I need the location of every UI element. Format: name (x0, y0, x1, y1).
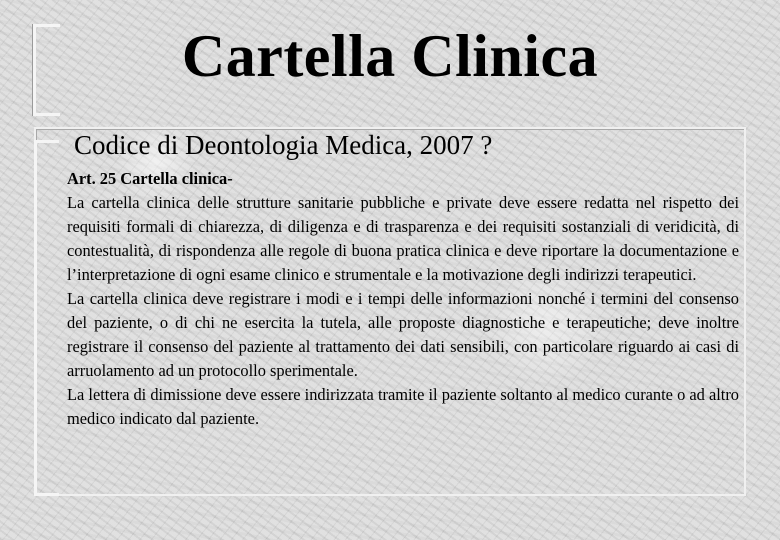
slide-subtitle: Codice di Deontologia Medica, 2007 ? (74, 130, 493, 160)
article-heading: Art. 25 Cartella clinica- (67, 169, 233, 188)
article-paragraph: La cartella clinica delle strutture sanitarie pubbliche e private deve essere redatta nel rispetto dei requisiti formali di chiarezza, di diligenza e di trasparenza e dei requisiti sostanziali di veridicità, di contestualità, di rispondenza alle regole di buona pratica clinica e deve riportare la documentazione e l’interpretazione di ogni esame clinico e strumentale e la motivazione degli indirizzi terapeutici. (67, 193, 739, 284)
article-paragraph: La lettera di dimissione deve essere indirizzata tramite il paziente soltanto al medico curante o ad altro medico indicato dal paziente. (67, 385, 739, 428)
panel-bracket-decoration (34, 140, 59, 496)
slide-title: Cartella Clinica (181, 23, 599, 89)
article-paragraph: La cartella clinica deve registrare i modi e i tempi delle informazioni nonché i termini del consenso del paziente, o di chi ne esercita la tutela, alle proposte diagnostiche e terapeutiche; deve inoltre registrare il consenso del paziente al trattamento dei dati sensibili, con particolare riguardo ai casi di arruolamento ad un protocollo sperimentale. (67, 289, 739, 380)
article-text (67, 167, 739, 431)
